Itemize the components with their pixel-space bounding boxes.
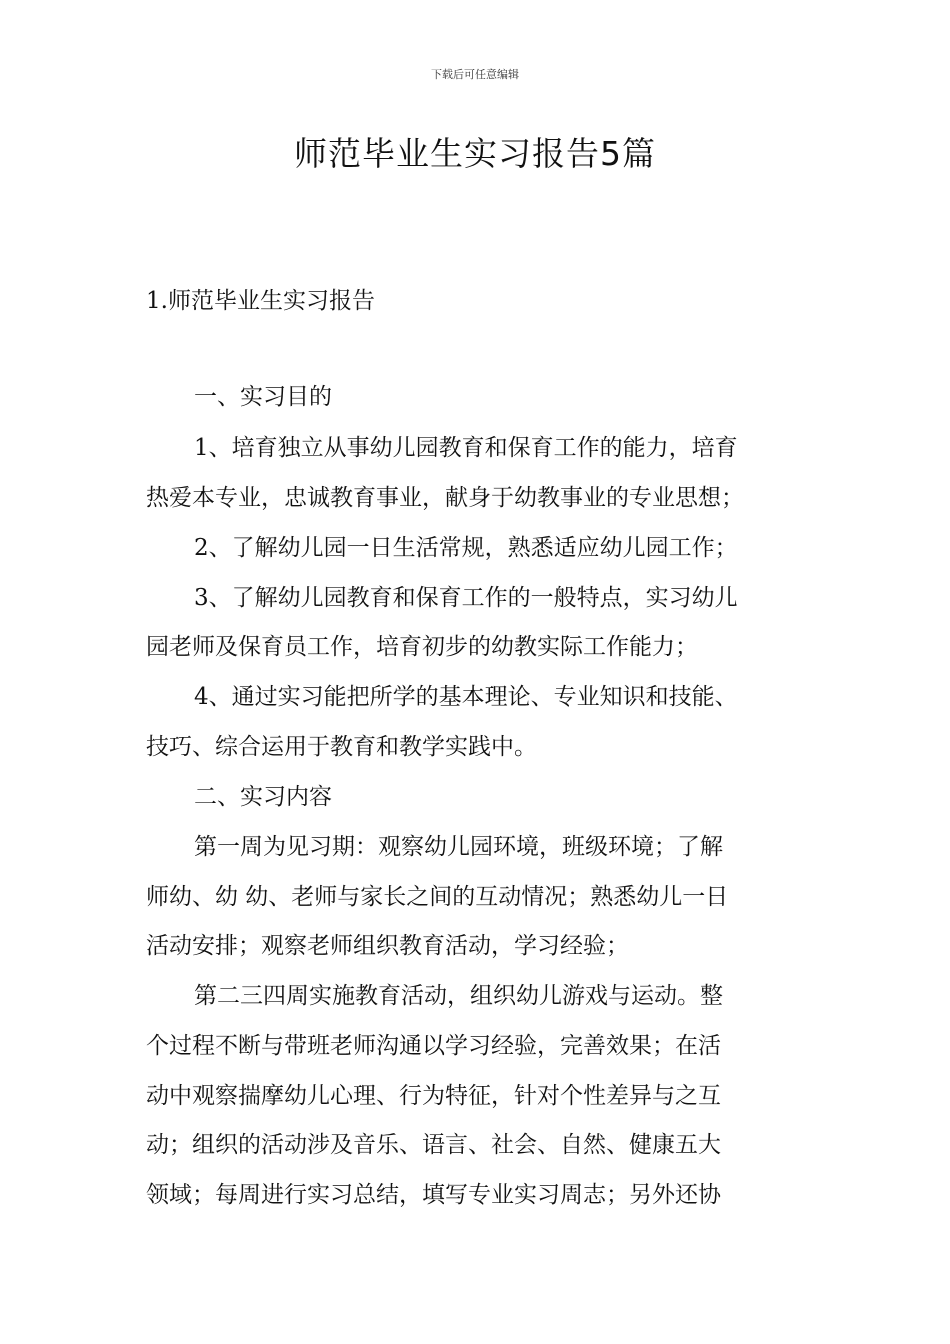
body-line: 第二三四周实施教育活动，组织幼儿游戏与运动。整 <box>194 983 723 1009</box>
body-line: 个过程不断与带班老师沟通以学习经验，完善效果；在活 <box>146 1033 721 1059</box>
body-line: 4、通过实习能把所学的基本理论、专业知识和技能、 <box>194 684 738 710</box>
body-line: 动；组织的活动涉及音乐、语言、社会、自然、健康五大 <box>146 1132 721 1158</box>
body-line: 2、了解幼儿园一日生活常规，熟悉适应幼儿园工作； <box>194 535 738 561</box>
body-line: 技巧、综合运用于教育和教学实践中。 <box>146 734 537 760</box>
body-line: 热爱本专业，忠诚教育事业，献身于幼教事业的专业思想； <box>146 485 744 511</box>
body-line: 活动安排；观察老师组织教育活动，学习经验； <box>146 933 629 959</box>
body-line: 师幼、幼 幼、老师与家长之间的互动情况；熟悉幼儿一日 <box>146 884 729 910</box>
body-line: 1、培育独立从事幼儿园教育和保育工作的能力，培育 <box>194 435 738 461</box>
body-line: 第一周为见习期：观察幼儿园环境，班级环境；了解 <box>194 834 723 860</box>
body-line: 二、实习内容 <box>194 784 332 810</box>
document-title: 师范毕业生实习报告5篇 <box>294 134 656 173</box>
header-note: 下载后可任意编辑 <box>431 68 519 81</box>
section-title: 1.师范毕业生实习报告 <box>146 288 375 314</box>
body-line: 动中观察揣摩幼儿心理、行为特征，针对个性差异与之互 <box>146 1083 721 1109</box>
body-line: 3、了解幼儿园教育和保育工作的一般特点，实习幼儿 <box>194 585 738 611</box>
body-line: 园老师及保育员工作，培育初步的幼教实际工作能力； <box>146 634 698 660</box>
body-line: 领域；每周进行实习总结，填写专业实习周志；另外还协 <box>146 1182 721 1208</box>
body-line: 一、实习目的 <box>194 384 332 410</box>
